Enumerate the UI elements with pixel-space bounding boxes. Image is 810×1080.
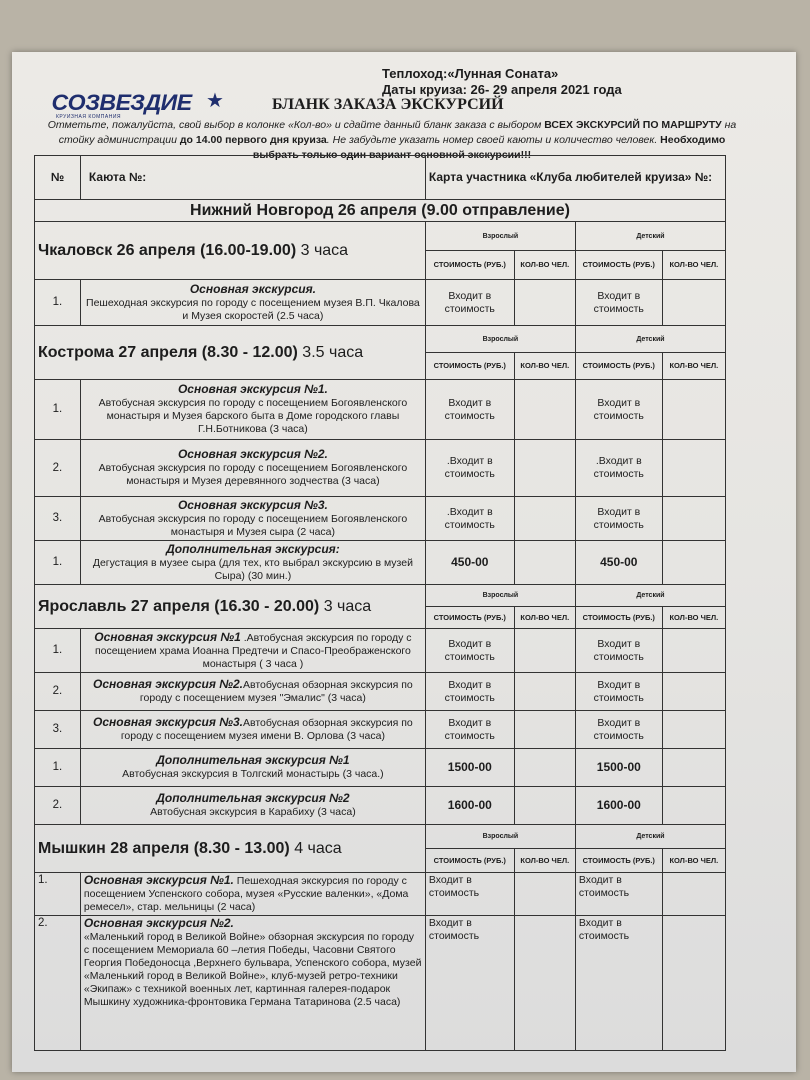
adult-price: Входит в стоимость xyxy=(425,629,514,673)
intro-text: Отметьте, пожалуйста, свой выбор в колонке «Кол-во» и сдайте данный бланк заказа с выбором xyxy=(47,119,545,131)
child-qty-input[interactable] xyxy=(662,440,725,497)
excursion-row xyxy=(35,280,726,326)
excursion-row xyxy=(35,916,726,1051)
excursion-text: Дегустация в музее сыра (для тех, кто выбрал экскурсию в музей Сыра) (30 мин.) xyxy=(92,556,413,582)
child-price: Входит в стоимость xyxy=(575,497,662,541)
excursion-row xyxy=(35,440,726,497)
adult-price: Входит в стоимость xyxy=(425,711,514,749)
adult-price: Входит в стоимость xyxy=(425,380,514,440)
excursion-title: Основная экскурсия №2. xyxy=(93,677,243,691)
city-header-row xyxy=(35,222,726,251)
excursion-title: Основная экскурсия №1. xyxy=(177,382,328,396)
excursion-description xyxy=(80,749,425,787)
row-number: 2. xyxy=(35,916,81,1051)
child-price: Входит в стоимость xyxy=(575,916,662,1051)
child-price: Входит в стоимость xyxy=(575,711,662,749)
excursion-text: Автобусная обзорная экскурсия по городу с посещением музея имени В. Орлова (3 часа) xyxy=(120,717,413,742)
excursion-text: Автобусная экскурсия в Толгский монастырь (3 часа.) xyxy=(122,768,384,780)
child-qty-input[interactable] xyxy=(662,711,725,749)
city-header-row xyxy=(35,585,726,607)
city-name: Чкаловск 26 апреля (16.00-19.00) xyxy=(38,242,297,259)
excursion-text: Автобусная экскурсия по городу с посещением Богоявленского монастыря и Музея барского быта в Доме городского главы Г.Н.Ботникова (3 часа) xyxy=(98,397,408,435)
excursion-title: Основная экскурсия №1. xyxy=(83,873,234,887)
child-qty-input[interactable] xyxy=(662,916,725,1051)
adult-cost-header: СТОИМОСТЬ (РУБ.) xyxy=(425,353,514,380)
child-cost-header: СТОИМОСТЬ (РУБ.) xyxy=(575,251,662,280)
child-cost-header: СТОИМОСТЬ (РУБ.) xyxy=(575,353,662,380)
excursion-text: Автобусная экскурсия по городу с посещением Богоявленского монастыря и Музея сыра (2 часа) xyxy=(98,512,408,538)
child-price: Входит в стоимость xyxy=(575,629,662,673)
adult-qty-input[interactable] xyxy=(514,629,575,673)
city-title xyxy=(35,326,426,380)
excursion-title: Дополнительная экскурсия №2 xyxy=(156,791,350,805)
adult-price: 1500-00 xyxy=(425,749,514,787)
excursion-title: Основная экскурсия №2. xyxy=(177,447,328,461)
excursion-description xyxy=(80,280,425,326)
excursion-row xyxy=(35,787,726,825)
logo-subtitle: КРУИЗНАЯ КОМПАНИЯ xyxy=(56,114,122,120)
adult-group-header: Взрослый xyxy=(425,825,575,849)
child-price: .Входит в стоимость xyxy=(575,440,662,497)
excursion-text: Автобусная экскурсия по городу с посещением Богоявленского монастыря и Музея деревянного зодчества (3 часа) xyxy=(98,462,408,487)
adult-qty-input[interactable] xyxy=(514,873,575,916)
form-title: БЛАНК ЗАКАЗА ЭКСКУРСИЙ xyxy=(272,96,504,113)
child-group-header: Детский xyxy=(575,222,725,251)
adult-qty-header: КОЛ-ВО ЧЕЛ. xyxy=(514,353,575,380)
adult-cost-header: СТОИМОСТЬ (РУБ.) xyxy=(425,849,514,873)
excursion-table xyxy=(34,155,726,1051)
cabin-number-field[interactable]: Каюта №: xyxy=(80,156,425,200)
row-number: 1. xyxy=(35,380,81,440)
row-number: 2. xyxy=(35,787,81,825)
excursion-row xyxy=(35,873,726,916)
child-qty-input[interactable] xyxy=(662,629,725,673)
adult-price: .Входит в стоимость xyxy=(425,497,514,541)
excursion-text: Пешеходная экскурсия по городу с посещением Успенского собора, музея «Русские валенки», «Дома ремесел», стар. мельницы (2 часа) xyxy=(83,875,409,913)
adult-cost-header: СТОИМОСТЬ (РУБ.) xyxy=(425,607,514,629)
child-qty-header: КОЛ-ВО ЧЕЛ. xyxy=(662,353,725,380)
adult-qty-input[interactable] xyxy=(514,749,575,787)
child-cost-header: СТОИМОСТЬ (РУБ.) xyxy=(575,607,662,629)
departure-title: Нижний Новгород 26 апреля (9.00 отправление) xyxy=(35,200,726,222)
adult-group-header: Взрослый xyxy=(425,222,575,251)
ship-name: Теплоход:«Лунная Соната» xyxy=(382,66,559,81)
child-qty-header: КОЛ-ВО ЧЕЛ. xyxy=(662,607,725,629)
excursion-description xyxy=(80,873,425,916)
excursion-description xyxy=(80,497,425,541)
child-price: Входит в стоимость xyxy=(575,380,662,440)
adult-price: .Входит в стоимость xyxy=(425,440,514,497)
child-qty-header: КОЛ-ВО ЧЕЛ. xyxy=(662,849,725,873)
adult-cost-header: СТОИМОСТЬ (РУБ.) xyxy=(425,251,514,280)
child-price: 1500-00 xyxy=(575,749,662,787)
child-cost-header: СТОИМОСТЬ (РУБ.) xyxy=(575,849,662,873)
adult-group-header: Взрослый xyxy=(425,326,575,353)
adult-price: Входит в стоимость xyxy=(425,916,514,1051)
row-number: 1. xyxy=(35,873,81,916)
order-form-sheet xyxy=(12,52,796,1072)
excursion-description xyxy=(80,541,425,585)
excursion-text: .Автобусная экскурсия по городу с посещением храма Иоанна Предтечи и Спасо-Преображенского монастыря ( 3 часа ) xyxy=(94,631,412,670)
logo-text: СОЗВЕЗДИЕ xyxy=(51,90,192,115)
excursion-description xyxy=(80,673,425,711)
city-name: Мышкин 28 апреля (8.30 - 13.00) xyxy=(38,840,290,857)
excursion-description xyxy=(80,711,425,749)
adult-qty-header: КОЛ-ВО ЧЕЛ. xyxy=(514,849,575,873)
child-price: Входит в стоимость xyxy=(575,873,662,916)
excursion-row xyxy=(35,711,726,749)
excursion-text: Автобусная обзорная экскурсия по городу с посещением музея "Эмалис" (3 часа) xyxy=(139,679,413,704)
row-number: 1. xyxy=(35,749,81,787)
child-price: 1600-00 xyxy=(575,787,662,825)
adult-qty-header: КОЛ-ВО ЧЕЛ. xyxy=(514,251,575,280)
excursion-text: Автобусная экскурсия в Карабиху (3 часа) xyxy=(150,806,356,818)
row-number: 1. xyxy=(35,629,81,673)
adult-qty-header: КОЛ-ВО ЧЕЛ. xyxy=(514,607,575,629)
excursion-text: Пешеходная экскурсия по городу с посещением музея В.П. Чкалова и Музея скоростей (2.5 часа) xyxy=(86,296,420,322)
city-name: Ярославль 27 апреля (16.30 - 20.00) xyxy=(38,598,320,615)
intro-bold: ВСЕХ ЭКСКУРСИЙ ПО МАРШРУТУ xyxy=(544,119,722,131)
adult-price: Входит в стоимость xyxy=(425,280,514,326)
child-qty-input[interactable] xyxy=(662,280,725,326)
city-duration: 3 часа xyxy=(319,598,372,615)
child-group-header: Детский xyxy=(575,825,725,849)
excursion-title: Основная экскурсия. xyxy=(189,281,316,296)
row-number: 1. xyxy=(35,280,81,326)
child-qty-input[interactable] xyxy=(662,497,725,541)
child-qty-input[interactable] xyxy=(662,380,725,440)
adult-qty-input[interactable] xyxy=(514,541,575,585)
row-number: 3. xyxy=(35,497,81,541)
excursion-row xyxy=(35,749,726,787)
child-qty-header: КОЛ-ВО ЧЕЛ. xyxy=(662,251,725,280)
child-qty-input[interactable] xyxy=(662,749,725,787)
adult-qty-input[interactable] xyxy=(514,916,575,1051)
child-price: Входит в стоимость xyxy=(575,673,662,711)
adult-qty-input[interactable] xyxy=(514,711,575,749)
adult-qty-input[interactable] xyxy=(514,440,575,497)
city-duration: 3.5 часа xyxy=(297,344,364,361)
intro-bold: Необходимо выбрать только один вариант основной экскурсии!!! xyxy=(252,134,726,161)
child-group-header: Детский xyxy=(575,326,725,353)
excursion-row xyxy=(35,629,726,673)
child-qty-input[interactable] xyxy=(662,787,725,825)
club-card-field[interactable]: Карта участника «Клуба любителей круиза» №: xyxy=(425,156,725,200)
row-number: 3. xyxy=(35,711,81,749)
city-title xyxy=(35,222,426,280)
star-wave-icon: ★ xyxy=(206,90,224,112)
excursion-row xyxy=(35,541,726,585)
form-header-row xyxy=(35,156,726,200)
city-duration: 4 часа xyxy=(289,840,342,857)
excursion-row xyxy=(35,673,726,711)
excursion-title: Дополнительная экскурсия: xyxy=(166,541,340,556)
excursion-title: Основная экскурсия №1 xyxy=(94,629,241,644)
adult-price: 1600-00 xyxy=(425,787,514,825)
row-number: 2. xyxy=(35,440,81,497)
excursion-text: «Маленький город в Великой Войне» обзорная экскурсия по городу с посещением Мемориала 60 –летия Победы, Часовни Святого Георгия Победоносца ,Верхнего бульвара, Успенского собора, музей «Маленький город в Великой Войне», клуб-музей ретро-техники «Экипаж» с техникой военных лет, картинная галерея-подарок Мышкину художника-фронтовика Германа Татаринова (2.5 часа) xyxy=(83,931,422,1008)
adult-qty-input[interactable] xyxy=(514,497,575,541)
adult-price: 450-00 xyxy=(425,541,514,585)
child-qty-input[interactable] xyxy=(662,873,725,916)
row-number: 1. xyxy=(35,541,81,585)
cruise-dates: Даты круиза: 26- 29 апреля 2021 года xyxy=(382,82,622,97)
excursion-row xyxy=(35,497,726,541)
child-price: 450-00 xyxy=(575,541,662,585)
excursion-title: Дополнительная экскурсия №1 xyxy=(156,753,350,767)
adult-qty-input[interactable] xyxy=(514,280,575,326)
adult-group-header: Взрослый xyxy=(425,585,575,607)
excursion-title: Основная экскурсия №3. xyxy=(93,715,243,729)
city-header-row xyxy=(35,825,726,849)
intro-text: на стойку администрации xyxy=(58,119,737,146)
child-qty-input[interactable] xyxy=(662,673,725,711)
num-header: № xyxy=(35,156,81,200)
excursion-title: Основная экскурсия №2. xyxy=(83,916,234,930)
adult-qty-input[interactable] xyxy=(514,787,575,825)
excursion-title: Основная экскурсия №3. xyxy=(177,497,328,512)
child-price: Входит в стоимость xyxy=(575,280,662,326)
departure-row xyxy=(35,200,726,222)
excursion-description xyxy=(80,787,425,825)
city-header-row xyxy=(35,326,726,353)
intro-text: . Не забудьте указать номер своей каюты и количество человек. xyxy=(326,134,661,146)
adult-price: Входит в стоимость xyxy=(425,673,514,711)
excursion-row xyxy=(35,380,726,440)
excursion-description xyxy=(80,440,425,497)
adult-price: Входит в стоимость xyxy=(425,873,514,916)
adult-qty-input[interactable] xyxy=(514,380,575,440)
excursion-description xyxy=(80,380,425,440)
child-qty-input[interactable] xyxy=(662,541,725,585)
excursion-description xyxy=(80,629,425,673)
adult-qty-input[interactable] xyxy=(514,673,575,711)
city-title xyxy=(35,825,426,873)
city-name: Кострома 27 апреля (8.30 - 12.00) xyxy=(38,344,298,361)
company-logo xyxy=(51,90,236,120)
excursion-description xyxy=(80,916,425,1051)
row-number: 2. xyxy=(35,673,81,711)
intro-bold: до 14.00 первого дня круиза xyxy=(179,134,327,146)
city-title xyxy=(35,585,426,629)
city-duration: 3 часа xyxy=(296,242,349,259)
child-group-header: Детский xyxy=(575,585,725,607)
